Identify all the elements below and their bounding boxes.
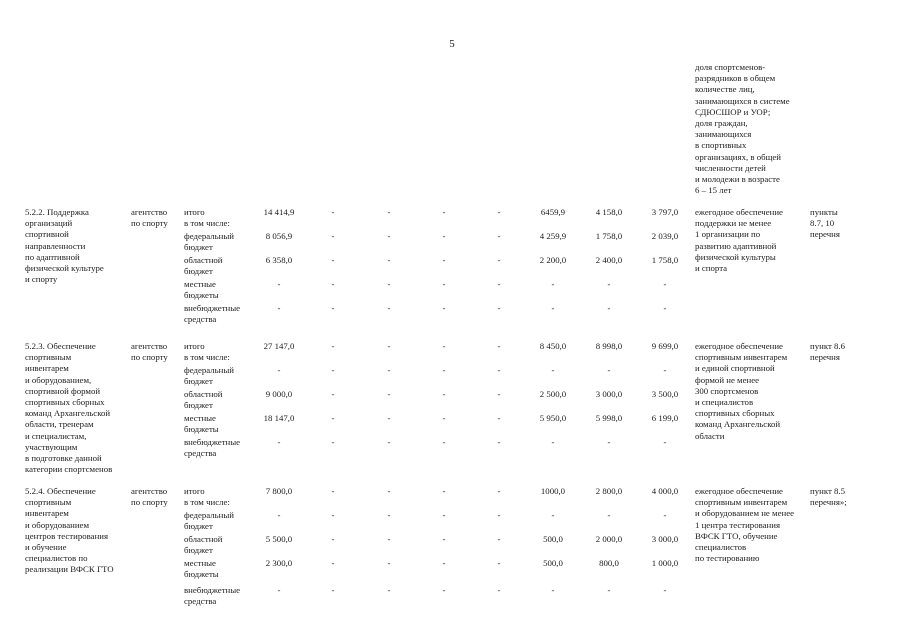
value-cell: - bbox=[497, 389, 501, 399]
source-label-line: бюджеты bbox=[184, 290, 219, 300]
value-cell: 3 797,0 bbox=[651, 207, 679, 217]
value-cell: - bbox=[387, 413, 391, 423]
value-cell: - bbox=[331, 231, 335, 241]
value-cell: - bbox=[607, 365, 611, 375]
measure-title-line: и обучение bbox=[25, 541, 67, 552]
measure-title-line: и оборудованием bbox=[25, 519, 90, 530]
measure-title-line: инвентарем bbox=[25, 363, 69, 374]
value-cell: 5 998,0 bbox=[595, 413, 623, 423]
value-cell: - bbox=[387, 389, 391, 399]
measure-5-2-4 bbox=[0, 486, 905, 606]
value-cell: 3 000,0 bbox=[595, 389, 623, 399]
source-label-line: в том числе: bbox=[184, 497, 230, 507]
measure-5-2-3 bbox=[0, 341, 905, 475]
value-cell: - bbox=[387, 486, 391, 496]
measure-title-line: специалистов по bbox=[25, 553, 88, 564]
measure-title-line: спортивным bbox=[25, 352, 72, 363]
value-cell: - bbox=[442, 255, 446, 265]
value-cell: - bbox=[497, 558, 501, 568]
value-cell: 1000,0 bbox=[540, 486, 566, 496]
value-cell: - bbox=[442, 341, 446, 351]
value-cell: 3 000,0 bbox=[651, 534, 679, 544]
source-row-extrabudgetary bbox=[0, 303, 905, 324]
source-label bbox=[184, 510, 234, 532]
value-cell: 9 699,0 bbox=[651, 341, 679, 351]
measure-title-line: 5.2.4. Обеспечение bbox=[25, 486, 96, 496]
source-label-line: областной bbox=[184, 534, 223, 544]
value-cell: - bbox=[497, 279, 501, 289]
list-reference bbox=[810, 486, 847, 508]
value-cell: - bbox=[551, 437, 555, 447]
value-cell: - bbox=[387, 279, 391, 289]
value-cell: - bbox=[607, 510, 611, 520]
indicator-line: занимающихся в системе bbox=[695, 95, 790, 106]
value-cell: - bbox=[277, 510, 281, 520]
source-label bbox=[184, 497, 230, 508]
source-label bbox=[184, 303, 240, 325]
source-label bbox=[184, 413, 219, 435]
value-cell: - bbox=[607, 303, 611, 313]
source-label-line: внебюджетные bbox=[184, 437, 241, 447]
measure-title bbox=[25, 486, 114, 576]
indicator-line: 300 спортсменов bbox=[695, 385, 759, 396]
measure-title-line: 5.2.2. Поддержка bbox=[25, 207, 89, 217]
value-cell: 2 039,0 bbox=[651, 231, 679, 241]
indicator-line: доля спортсменов- bbox=[695, 62, 766, 72]
source-label bbox=[184, 341, 205, 352]
measure-5-2-2 bbox=[0, 207, 905, 324]
executor-line: по спорту bbox=[131, 497, 168, 508]
measure-title-line: инвентарем bbox=[25, 508, 69, 519]
source-label-line: местные bbox=[184, 558, 216, 568]
indicator-text bbox=[695, 341, 787, 442]
value-cell: - bbox=[442, 279, 446, 289]
value-cell: 7 800,0 bbox=[265, 486, 293, 496]
source-label-line: в том числе: bbox=[184, 218, 230, 228]
value-cell: - bbox=[442, 303, 446, 313]
value-cell: 1 000,0 bbox=[651, 558, 679, 568]
measure-title-line: и спорту bbox=[25, 274, 58, 285]
value-cell: - bbox=[497, 207, 501, 217]
indicator-line: по тестированию bbox=[695, 553, 760, 564]
value-cell: - bbox=[277, 585, 281, 595]
value-cell: - bbox=[497, 510, 501, 520]
value-cell: 5 950,0 bbox=[539, 413, 567, 423]
indicator-line: СДЮСШОР и УОР; bbox=[695, 106, 771, 117]
value-cell: - bbox=[331, 486, 335, 496]
indicator-line: формой не менее bbox=[695, 374, 760, 385]
value-cell: - bbox=[331, 510, 335, 520]
value-cell: 2 200,0 bbox=[539, 255, 567, 265]
page-number: 5 bbox=[449, 38, 455, 50]
reference-line: пункты bbox=[810, 207, 838, 217]
indicator-line: количестве лиц, bbox=[695, 84, 755, 95]
value-cell: 2 800,0 bbox=[595, 486, 623, 496]
value-cell: - bbox=[331, 341, 335, 351]
source-label bbox=[184, 389, 223, 411]
source-label-line: местные bbox=[184, 413, 216, 423]
measure-title bbox=[25, 341, 112, 475]
value-cell: 1 758,0 bbox=[651, 255, 679, 265]
value-cell: - bbox=[663, 303, 667, 313]
executor-line: агентство bbox=[131, 341, 168, 351]
value-cell: - bbox=[387, 255, 391, 265]
value-cell: 4 259,9 bbox=[539, 231, 567, 241]
value-cell: 5 500,0 bbox=[265, 534, 293, 544]
value-cell: - bbox=[497, 341, 501, 351]
value-cell: - bbox=[442, 365, 446, 375]
value-cell: 14 414,9 bbox=[263, 207, 295, 217]
value-cell: - bbox=[331, 255, 335, 265]
value-cell: - bbox=[497, 303, 501, 313]
reference-line: перечня bbox=[810, 229, 840, 240]
indicator-line: и специалистов bbox=[695, 396, 754, 407]
value-cell: 8 056,9 bbox=[265, 231, 293, 241]
source-label bbox=[184, 231, 234, 253]
measure-title-line: организаций bbox=[25, 218, 73, 229]
source-label-line: средства bbox=[184, 448, 217, 458]
value-cell: 6 358,0 bbox=[265, 255, 293, 265]
source-label-line: федеральный bbox=[184, 231, 234, 241]
value-cell: 2 400,0 bbox=[595, 255, 623, 265]
source-label bbox=[184, 534, 223, 556]
value-cell: - bbox=[277, 437, 281, 447]
source-label-line: внебюджетные bbox=[184, 585, 241, 595]
reference-line: пункт 8.5 bbox=[810, 486, 846, 496]
source-label-line: бюджет bbox=[184, 400, 213, 410]
source-label-line: бюджет bbox=[184, 242, 213, 252]
measure-title-line: области, тренерам bbox=[25, 419, 94, 430]
source-label-line: средства bbox=[184, 314, 217, 324]
value-cell: - bbox=[331, 437, 335, 447]
value-cell: 18 147,0 bbox=[263, 413, 295, 423]
measure-title-line: центров тестирования bbox=[25, 530, 109, 541]
value-cell: - bbox=[442, 437, 446, 447]
value-cell: 1 758,0 bbox=[595, 231, 623, 241]
measure-title-line: спортивных сборных bbox=[25, 396, 105, 407]
value-cell: - bbox=[387, 437, 391, 447]
value-cell: - bbox=[387, 207, 391, 217]
value-cell: - bbox=[497, 534, 501, 544]
value-cell: - bbox=[663, 279, 667, 289]
indicator-text bbox=[695, 62, 790, 196]
source-label bbox=[184, 585, 240, 607]
measure-title-line: и оборудованием, bbox=[25, 374, 92, 385]
value-cell: - bbox=[387, 558, 391, 568]
executor-line: по спорту bbox=[131, 352, 168, 363]
value-cell: - bbox=[331, 279, 335, 289]
value-cell: - bbox=[607, 585, 611, 595]
indicator-line: развитию адаптивной bbox=[695, 240, 777, 251]
value-cell: 3 500,0 bbox=[651, 389, 679, 399]
executor-line: агентство bbox=[131, 207, 168, 217]
source-label bbox=[184, 486, 205, 497]
value-cell: - bbox=[442, 558, 446, 568]
source-label-line: итого bbox=[184, 341, 205, 351]
indicator-text bbox=[695, 486, 794, 564]
value-cell: - bbox=[331, 389, 335, 399]
value-cell: 4 000,0 bbox=[651, 486, 679, 496]
measure-title-line: участвующим bbox=[25, 441, 78, 452]
source-label bbox=[184, 255, 223, 277]
value-cell: - bbox=[497, 231, 501, 241]
measure-title-line: спортивной bbox=[25, 229, 69, 240]
value-cell: - bbox=[663, 437, 667, 447]
indicator-line: занимающихся bbox=[695, 129, 752, 140]
source-label-line: областной bbox=[184, 389, 223, 399]
value-cell: 8 998,0 bbox=[595, 341, 623, 351]
measure-title-line: реализации ВФСК ГТО bbox=[25, 564, 114, 575]
measure-title-line: и специалистам, bbox=[25, 430, 87, 441]
indicator-line: физической культуры bbox=[695, 251, 776, 262]
source-label-line: областной bbox=[184, 255, 223, 265]
source-label-line: бюджеты bbox=[184, 424, 219, 434]
value-cell: - bbox=[663, 365, 667, 375]
value-cell: - bbox=[497, 413, 501, 423]
value-cell: 6459,9 bbox=[540, 207, 566, 217]
source-label bbox=[184, 352, 230, 363]
value-cell: - bbox=[551, 365, 555, 375]
source-label-line: бюджеты bbox=[184, 569, 219, 579]
value-cell: 800,0 bbox=[599, 558, 619, 568]
value-cell: - bbox=[387, 510, 391, 520]
value-cell: - bbox=[497, 486, 501, 496]
value-cell: - bbox=[387, 303, 391, 313]
value-cell: - bbox=[442, 413, 446, 423]
value-cell: - bbox=[387, 365, 391, 375]
value-cell: - bbox=[387, 231, 391, 241]
source-label-line: бюджет bbox=[184, 545, 213, 555]
indicator-line: и единой спортивной bbox=[695, 363, 775, 374]
list-reference bbox=[810, 207, 840, 241]
indicator-line: 1 организации по bbox=[695, 229, 761, 240]
indicator-line: спортивным инвентарем bbox=[695, 352, 788, 363]
indicator-text bbox=[695, 207, 783, 274]
source-label-line: местные bbox=[184, 279, 216, 289]
source-label-line: итого bbox=[184, 486, 205, 496]
measure-title-line: в подготовке данной bbox=[25, 452, 102, 463]
executor-line: по спорту bbox=[131, 218, 168, 229]
value-cell: - bbox=[277, 279, 281, 289]
indicator-line: спортивных сборных bbox=[695, 408, 775, 419]
indicator-line: команд Архангельской bbox=[695, 419, 781, 430]
indicator-line: численности детей bbox=[695, 162, 766, 173]
value-cell: 9 000,0 bbox=[265, 389, 293, 399]
source-label-line: в том числе: bbox=[184, 352, 230, 362]
source-label-line: внебюджетные bbox=[184, 303, 241, 313]
indicator-line: и оборудованием не менее bbox=[695, 508, 795, 519]
indicator-line: спортивным инвентарем bbox=[695, 497, 788, 508]
value-cell: - bbox=[442, 231, 446, 241]
source-label-line: бюджет bbox=[184, 521, 213, 531]
indicator-line: разрядников в общем bbox=[695, 73, 776, 84]
source-label bbox=[184, 365, 234, 387]
source-label-line: бюджет bbox=[184, 266, 213, 276]
value-cell: - bbox=[551, 510, 555, 520]
measure-title-line: по адаптивной bbox=[25, 251, 80, 262]
value-cell: - bbox=[331, 303, 335, 313]
executor-line: агентство bbox=[131, 486, 168, 496]
source-label bbox=[184, 558, 219, 580]
indicator-line: и спорта bbox=[695, 262, 728, 273]
source-label-line: федеральный bbox=[184, 510, 234, 520]
source-label-line: бюджет bbox=[184, 376, 213, 386]
value-cell: - bbox=[442, 510, 446, 520]
measure-title-line: спортивной формой bbox=[25, 385, 101, 396]
value-cell: - bbox=[497, 255, 501, 265]
measure-title-line: физической культуре bbox=[25, 262, 104, 273]
reference-line: пункт 8.6 bbox=[810, 341, 846, 351]
indicator-line: ежегодное обеспечение bbox=[695, 341, 783, 351]
source-label-line: федеральный bbox=[184, 365, 234, 375]
value-cell: - bbox=[277, 303, 281, 313]
value-cell: - bbox=[442, 389, 446, 399]
indicator-line: и молодежи в возрасте bbox=[695, 173, 780, 184]
indicator-line: специалистов bbox=[695, 541, 747, 552]
indicator-line: ежегодное обеспечение bbox=[695, 486, 783, 496]
value-cell: 27 147,0 bbox=[263, 341, 295, 351]
value-cell: - bbox=[331, 207, 335, 217]
value-cell: - bbox=[551, 279, 555, 289]
value-cell: 2 500,0 bbox=[539, 389, 567, 399]
value-cell: - bbox=[331, 558, 335, 568]
value-cell: 6 199,0 bbox=[651, 413, 679, 423]
value-cell: - bbox=[607, 279, 611, 289]
indicator-line: в спортивных bbox=[695, 140, 747, 151]
value-cell: 500,0 bbox=[543, 534, 563, 544]
value-cell: - bbox=[442, 585, 446, 595]
source-label bbox=[184, 279, 219, 301]
list-reference bbox=[810, 341, 845, 363]
measure-title-line: команд Архангельской bbox=[25, 408, 111, 419]
value-cell: - bbox=[331, 534, 335, 544]
indicator-line: организациях, в общей bbox=[695, 151, 781, 162]
value-cell: - bbox=[497, 437, 501, 447]
value-cell: - bbox=[607, 437, 611, 447]
value-cell: 2 300,0 bbox=[265, 558, 293, 568]
indicator-continuation bbox=[0, 62, 905, 196]
value-cell: - bbox=[331, 413, 335, 423]
reference-line: 8.7, 10 bbox=[810, 218, 835, 229]
value-cell: - bbox=[331, 365, 335, 375]
value-cell: 4 158,0 bbox=[595, 207, 623, 217]
value-cell: - bbox=[663, 510, 667, 520]
value-cell: - bbox=[387, 534, 391, 544]
indicator-line: поддержки не менее bbox=[695, 218, 772, 229]
indicator-line: области bbox=[695, 430, 725, 441]
indicator-line: доля граждан, bbox=[695, 117, 748, 128]
reference-line: перечня»; bbox=[810, 497, 847, 508]
source-row-extrabudgetary bbox=[0, 585, 905, 606]
value-cell: - bbox=[387, 585, 391, 595]
value-cell: - bbox=[663, 585, 667, 595]
value-cell: - bbox=[497, 585, 501, 595]
reference-line: перечня bbox=[810, 352, 840, 363]
value-cell: - bbox=[331, 585, 335, 595]
value-cell: - bbox=[497, 365, 501, 375]
value-cell: - bbox=[442, 534, 446, 544]
source-label bbox=[184, 207, 205, 218]
value-cell: 2 000,0 bbox=[595, 534, 623, 544]
indicator-line: ежегодное обеспечение bbox=[695, 207, 783, 217]
value-cell: 500,0 bbox=[543, 558, 563, 568]
indicator-line: 6 – 15 лет bbox=[695, 185, 732, 196]
value-cell: - bbox=[551, 585, 555, 595]
value-cell: 8 450,0 bbox=[539, 341, 567, 351]
value-cell: - bbox=[387, 341, 391, 351]
measure-title-line: направленности bbox=[25, 240, 86, 251]
value-cell: - bbox=[551, 303, 555, 313]
value-cell: - bbox=[442, 486, 446, 496]
value-cell: - bbox=[277, 365, 281, 375]
value-cell: - bbox=[442, 207, 446, 217]
source-label bbox=[184, 437, 240, 459]
source-label-line: средства bbox=[184, 596, 217, 606]
indicator-line: 1 центра тестирования bbox=[695, 519, 780, 530]
measure-title-line: 5.2.3. Обеспечение bbox=[25, 341, 96, 351]
measure-title-line: категории спортсменов bbox=[25, 464, 113, 475]
measure-title-line: спортивным bbox=[25, 497, 72, 508]
source-label-line: итого bbox=[184, 207, 205, 217]
indicator-line: ВФСК ГТО, обучение bbox=[695, 530, 778, 541]
source-label bbox=[184, 218, 230, 229]
